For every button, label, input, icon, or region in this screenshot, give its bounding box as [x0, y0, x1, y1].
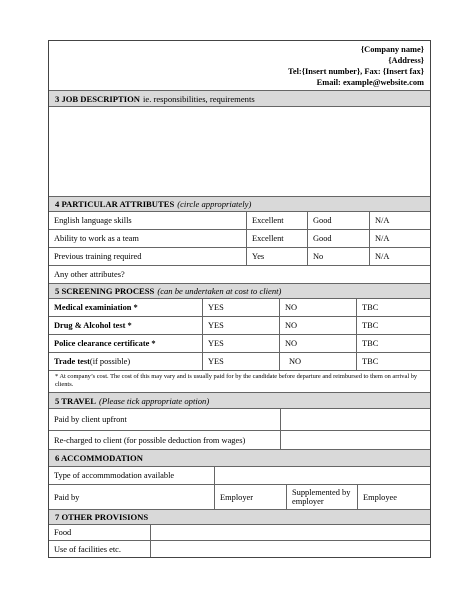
- attribute-row: [49, 247, 430, 265]
- option-tbc[interactable]: TBC: [356, 335, 430, 352]
- option-no[interactable]: [279, 353, 356, 370]
- option-supplemented[interactable]: Supplemented by employer: [286, 485, 357, 509]
- accommodation-paid-row: [49, 484, 430, 509]
- accommodation-type-label: Type of accommmodation available: [54, 471, 175, 480]
- section-note: (circle appropriately): [177, 199, 252, 209]
- section-note: (can be undertaken at cost to client): [157, 286, 282, 296]
- option-na[interactable]: N/A: [369, 248, 430, 265]
- provision-row: [49, 540, 430, 557]
- option-yes[interactable]: Yes: [246, 248, 307, 265]
- option-yes[interactable]: YES: [202, 317, 279, 334]
- accommodation-type-field[interactable]: [214, 467, 430, 484]
- provision-field[interactable]: [150, 541, 430, 557]
- company-address: {Address}: [388, 56, 424, 65]
- option-employee[interactable]: Employee: [357, 485, 430, 509]
- travel-row: [49, 408, 430, 430]
- section-accommodation-header: [49, 449, 430, 466]
- attribute-label: Previous training required: [54, 252, 142, 261]
- section-title: 7 OTHER PROVISIONS: [55, 512, 149, 522]
- screening-row: [49, 334, 430, 352]
- trade-test-suffix: (if possible): [89, 357, 131, 366]
- option-no[interactable]: No: [307, 248, 369, 265]
- option-na[interactable]: N/A: [369, 212, 430, 229]
- screening-label: Police clearance certificate *: [54, 339, 156, 348]
- trade-test-label: Trade test: [54, 357, 90, 366]
- screening-row: [49, 298, 430, 316]
- option-no[interactable]: NO: [279, 299, 356, 316]
- screening-footnote: * At company’s cost. The cost of this may vary and is usually paid for by the candidate before departure and reimbursed to them on arrival by clients.: [55, 373, 418, 388]
- screening-label: Medical examiniation *: [54, 303, 138, 312]
- section-other-provisions-header: [49, 509, 430, 524]
- screening-footnote-row: [49, 370, 430, 392]
- other-attributes-label: Any other attributes?: [54, 270, 125, 279]
- attribute-row: [49, 229, 430, 247]
- option-good[interactable]: Good: [307, 212, 369, 229]
- option-good[interactable]: Good: [307, 230, 369, 247]
- company-name: {Company name}: [360, 45, 424, 54]
- section-note: (Please tick appropriate option): [99, 395, 210, 406]
- provision-label: Use of facilities etc.: [54, 544, 121, 554]
- section-screening-header: [49, 283, 430, 298]
- attribute-label: Ability to work as a team: [54, 234, 139, 243]
- provision-label: Food: [54, 528, 72, 537]
- option-tbc[interactable]: TBC: [356, 353, 430, 370]
- job-description-field[interactable]: [49, 106, 430, 196]
- section-attributes-header: [49, 196, 430, 211]
- company-email: Email: example@website.com: [316, 78, 424, 87]
- section-travel-header: [49, 392, 430, 408]
- section-title: 6 ACCOMMODATION: [55, 453, 143, 463]
- screening-label: Drug & Alcohol test *: [54, 321, 132, 330]
- travel-option-label: Paid by client upfront: [54, 415, 127, 424]
- section-job-description-header: [49, 90, 430, 106]
- option-employer[interactable]: Employer: [214, 485, 286, 509]
- option-no-label: NO: [289, 357, 302, 366]
- provision-field[interactable]: [150, 525, 430, 540]
- attribute-label: English language skills: [54, 216, 132, 225]
- option-tbc[interactable]: TBC: [356, 299, 430, 316]
- travel-tick-box[interactable]: [280, 431, 430, 449]
- section-note: ie. responsibilities, requirements: [143, 93, 255, 104]
- section-title: 3 JOB DESCRIPTION: [55, 93, 140, 104]
- option-excellent[interactable]: Excellent: [246, 230, 307, 247]
- screening-row: [49, 316, 430, 334]
- option-no[interactable]: NO: [279, 317, 356, 334]
- company-tel-fax: Tel:{Insert number}, Fax: {Insert fax}: [288, 67, 424, 76]
- option-tbc[interactable]: TBC: [356, 317, 430, 334]
- section-title: 4 PARTICULAR ATTRIBUTES: [55, 199, 175, 209]
- section-title: 5 SCREENING PROCESS: [55, 286, 155, 296]
- screening-row: [49, 352, 430, 370]
- travel-row: [49, 430, 430, 449]
- option-excellent[interactable]: Excellent: [246, 212, 307, 229]
- accommodation-type-row: [49, 466, 430, 484]
- option-yes[interactable]: YES: [202, 335, 279, 352]
- screening-label: [49, 353, 202, 370]
- option-na[interactable]: N/A: [369, 230, 430, 247]
- option-yes[interactable]: YES: [202, 353, 279, 370]
- provision-row: [49, 524, 430, 540]
- attribute-row: [49, 211, 430, 229]
- option-no[interactable]: NO: [279, 335, 356, 352]
- section-title: 5 TRAVEL: [55, 395, 96, 406]
- other-attributes-row[interactable]: [49, 265, 430, 283]
- travel-tick-box[interactable]: [280, 409, 430, 430]
- paid-by-label: Paid by: [54, 492, 80, 502]
- form-page: [48, 40, 431, 558]
- option-yes[interactable]: YES: [202, 299, 279, 316]
- travel-option-label: Re-charged to client (for possible deduction from wages): [54, 435, 246, 445]
- company-header: [288, 41, 424, 88]
